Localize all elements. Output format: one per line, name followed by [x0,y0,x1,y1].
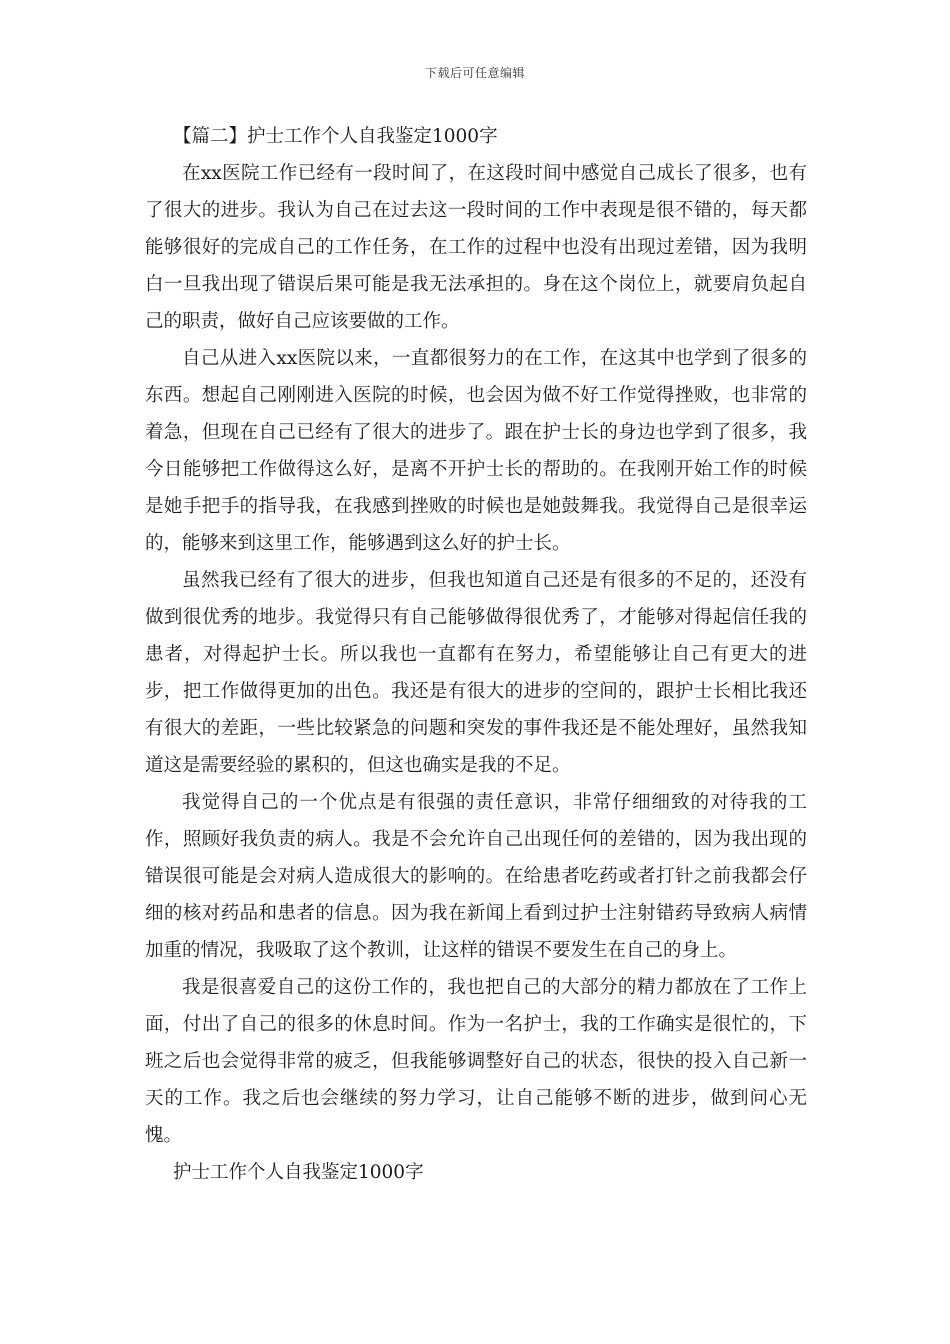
paragraph-4: 我觉得自己的一个优点是有很强的责任意识，非常仔细细致的对待我的工作，照顾好我负责的病人。我是不会允许自己出现任何的差错的，因为我出现的错误很可能是会对病人造成很大的影响的。在给患者吃药或者打针之前我都会仔细的核对药品和患者的信息。因为我在新闻上看到过护士注射错药导致病人病情加重的情况，我吸取了这个教训，让这样的错误不要发生在自己的身上。 [145,792,807,961]
next-section-heading: 护士工作个人自我鉴定1000字 [173,1162,424,1183]
paragraph-3: 虽然我已经有了很大的进步，但我也知道自己还是有很多的不足的，还没有做到很优秀的地步。我觉得只有自己能够做得很优秀了，才能够对得起信任我的患者，对得起护士长。所以我也一直都有在努力，希望能够让自己有更大的进步，把工作做得更加的出色。我还是有很大的进步的空间的，跟护士长相比我还有很大的差距，一些比较紧急的问题和突发的事件我还是不能处理好，虽然我知道这是需要经验的累积的，但这也确实是我的不足。 [145,570,807,776]
section-title: 【篇二】护士工作个人自我鉴定1000字 [173,126,498,147]
paragraph-1: 在xx医院工作已经有一段时间了，在这段时间中感觉自己成长了很多，也有了很大的进步。我认为自己在过去这一段时间的工作中表现是很不错的，每天都能够很好的完成自己的工作任务，在工作的过程中也没有出现过差错，因为我明白一旦我出现了错误后果可能是我无法承担的。身在这个岗位上，就要肩负起自己的职责，做好自己应该要做的工作。 [145,163,807,332]
paragraph-2: 自己从进入xx医院以来，一直都很努力的在工作，在这其中也学到了很多的东西。想起自己刚刚进入医院的时候，也会因为做不好工作觉得挫败，也非常的着急，但现在自己已经有了很大的进步了。跟在护士长的身边也学到了很多，我今日能够把工作做得这么好，是离不开护士长的帮助的。在我刚开始工作的时候是她手把手的指导我，在我感到挫败的时候也是她鼓舞我。我觉得自己是很幸运的，能够来到这里工作，能够遇到这么好的护士长。 [145,348,807,554]
paragraph-5: 我是很喜爱自己的这份工作的，我也把自己的大部分的精力都放在了工作上面，付出了自己的很多的休息时间。作为一名护士，我的工作确实是很忙的，下班之后也会觉得非常的疲乏，但我能够调整好自己的状态，很快的投入自己新一天的工作。我之后也会继续的努力学习，让自己能够不断的进步，做到问心无愧。 [145,977,807,1146]
header-note: 下载后可任意编辑 [424,66,525,80]
document-body [145,118,807,1191]
